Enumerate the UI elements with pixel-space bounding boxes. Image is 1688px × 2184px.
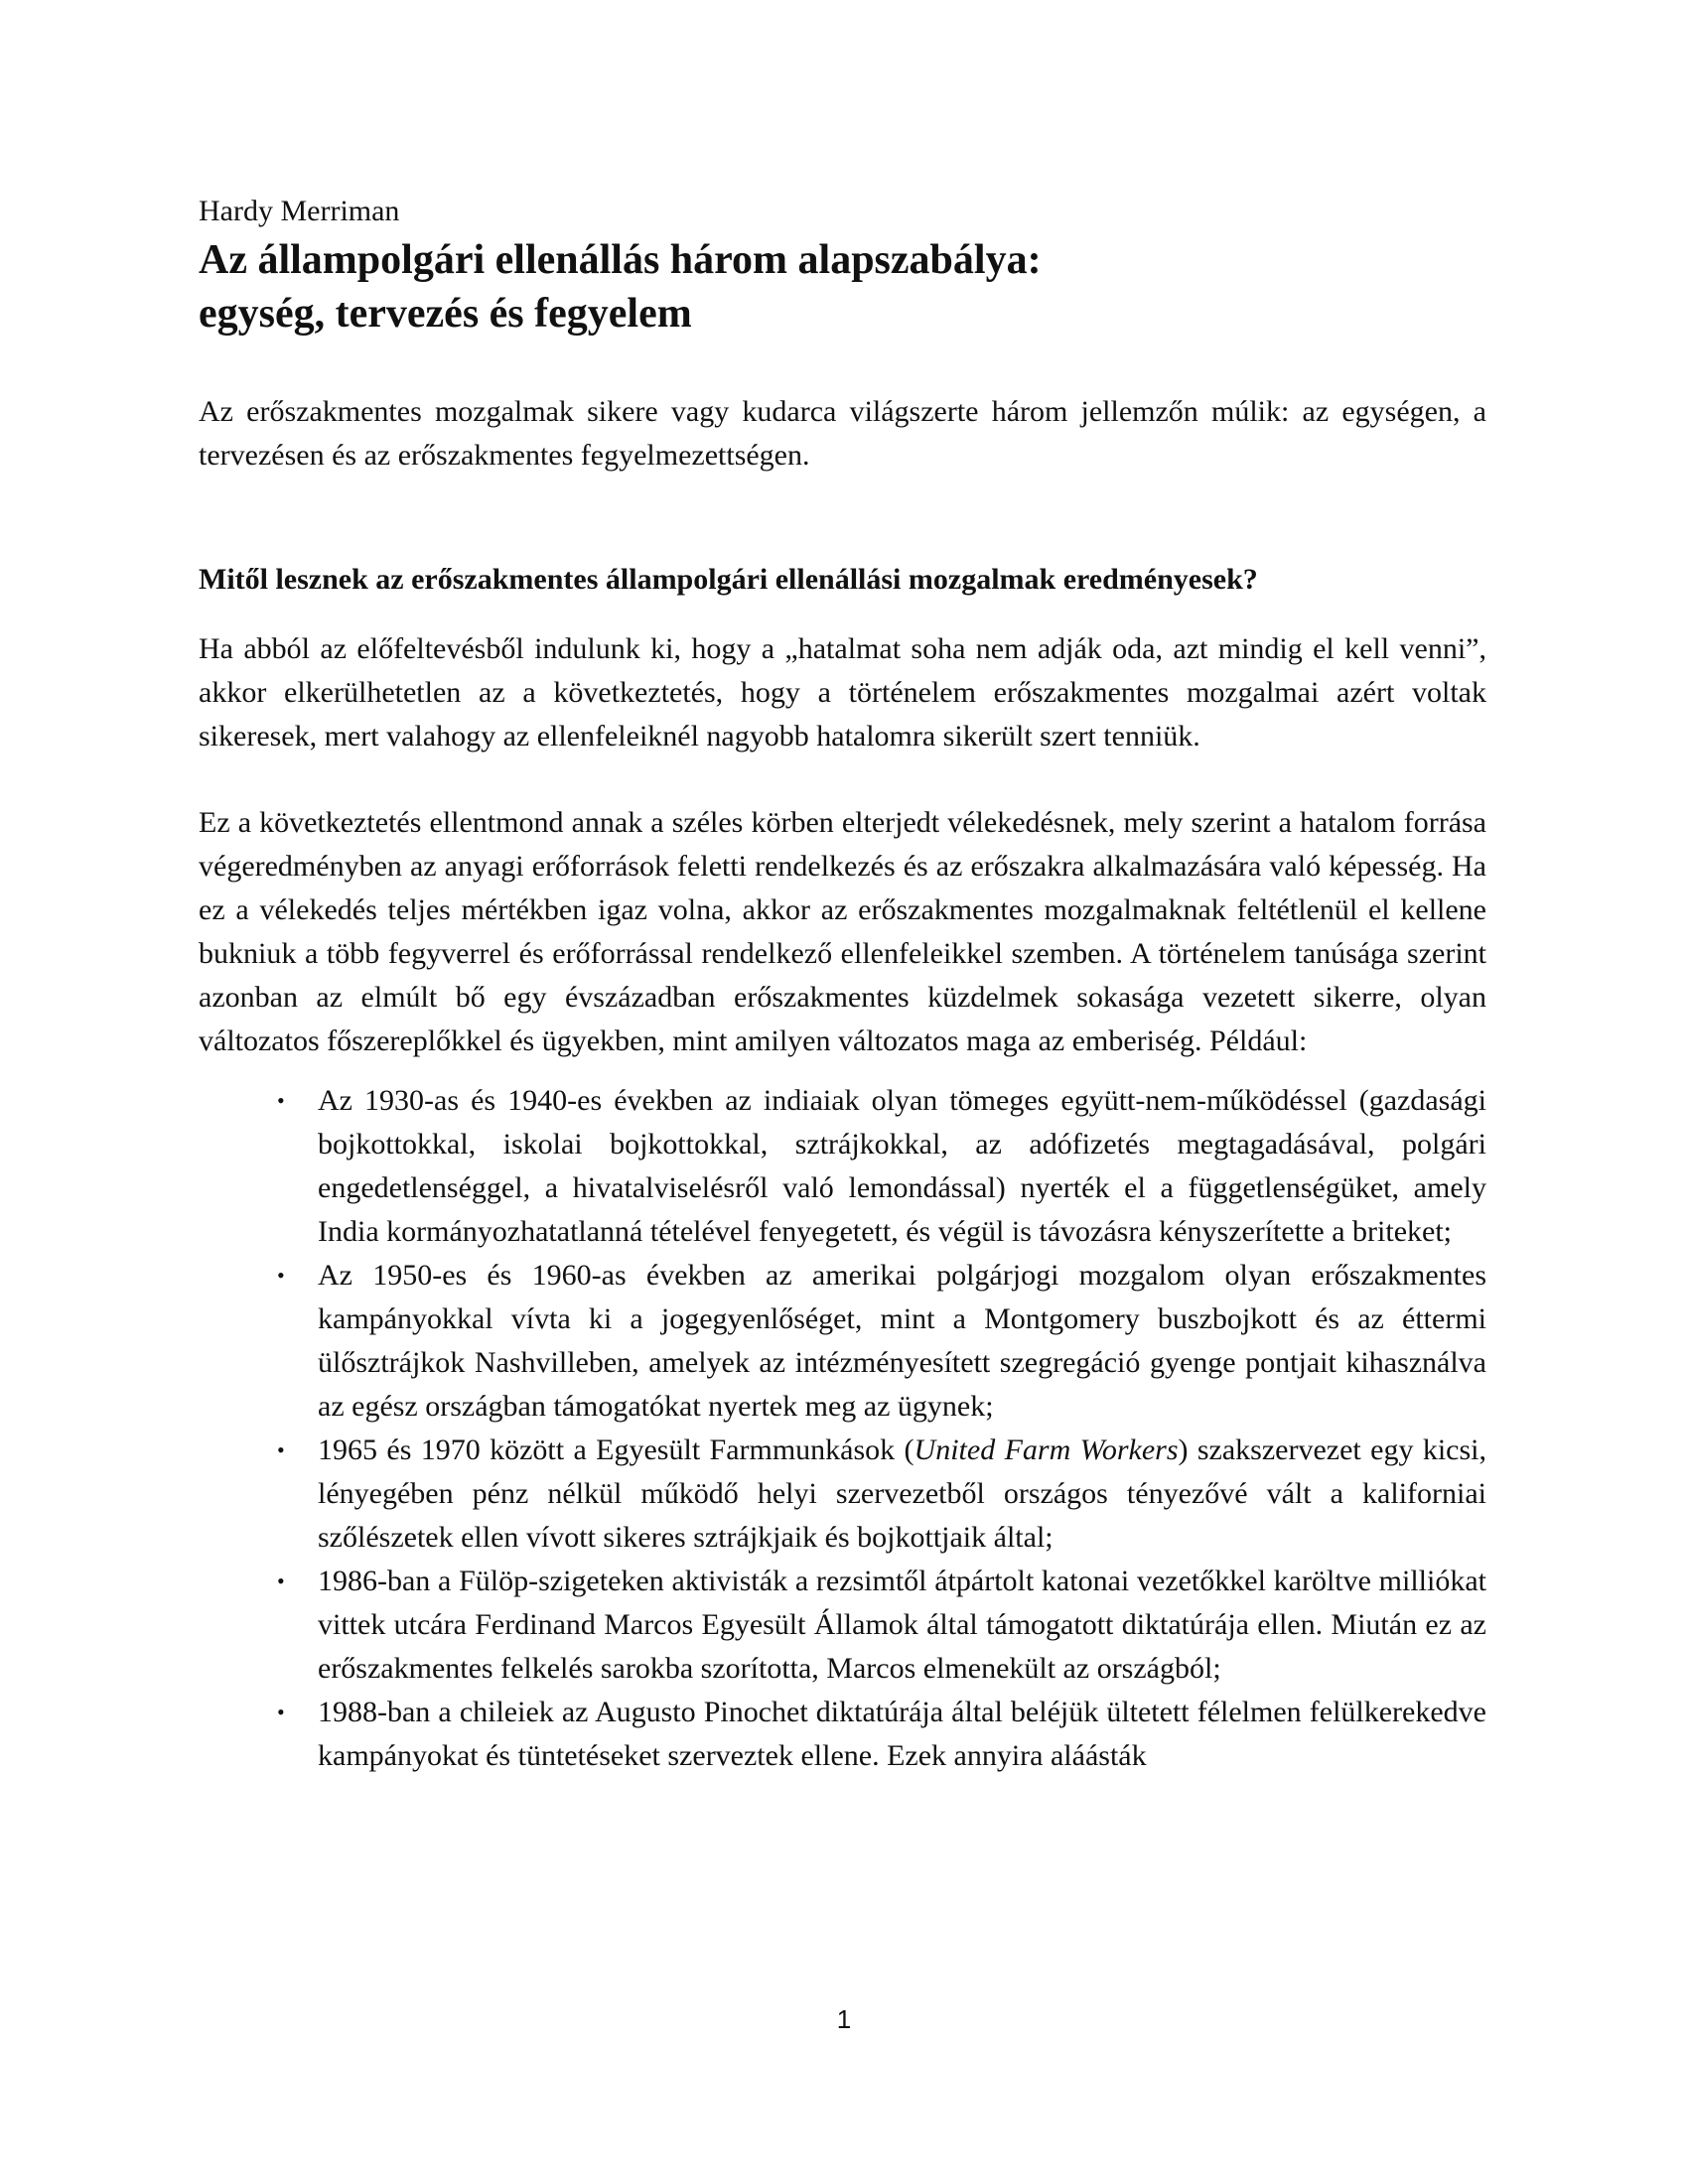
body-paragraph-1: Ha abból az előfeltevésből indulunk ki, hogy a „hatalmat soha nem adják oda, azt mindig el kell venni”, akkor elkerülhetetlen az a következtetés, hogy a történelem erőszakmentes mozgalmai azért voltak sikeresek, mert valahogy az ellenfeleiknél nagyobb hatalomra sikerült szert tenniük. (199, 632, 1486, 752)
list-item-text-start: 1965 és 1970 között a Egyesült Farmmunkások ( (318, 1433, 914, 1466)
page-number: 1 (836, 2004, 852, 2034)
list-item (277, 1079, 1486, 1254)
list-item (277, 1429, 1486, 1560)
list-item-text: Az 1930-as és 1940-es években az indiaiak olyan tömeges együtt-nem-működéssel (gazdasági bojkottokkal, iskolai bojkottokkal, sztrájkokkal, az adófizetés megtagadásával, polgári engedetlenséggel, a hivatalviselésről való lemondással) nyerték el a függetlenségüket, amely India kormányozhatatlanná tételével fenyegetett, és végül is távozásra kényszerítette a briteket; (318, 1084, 1486, 1248)
list-item (277, 1691, 1486, 1778)
bullet-icon: • (277, 1700, 285, 1724)
bullet-icon: • (277, 1569, 285, 1593)
bullet-icon: • (277, 1263, 285, 1288)
body-paragraph-2: Ez a következtetés ellentmond annak a széles körben elterjedt vélekedésnek, mely szerint a hatalom forrása végeredményben az anyagi erőforrások feletti rendelkezés és az erőszakra alkalmazására való képesség. Ha ez a vélekedés teljes mértékben igaz volna, akkor az erőszakmentes mozgalmaknak feltétlenül el kellene bukniuk a több fegyverrel és erőforrással rendelkező ellenfeleikkel szemben. A történelem tanúsága szerint azonban az elmúlt bő egy évszázadban erőszakmentes küzdelmek sokasága vezetett sikerre, olyan változatos főszereplőkkel és ügyekben, mint amilyen változatos maga az emberiség. Például: (199, 806, 1486, 1057)
list-item-text: 1988-ban a chileiek az Augusto Pinochet diktatúrája által beléjük ültetett félelmen felülkerekedve kampányokat és tüntetéseket szerveztek ellene. Ezek annyira aláásták (318, 1696, 1486, 1772)
list-item (277, 1254, 1486, 1429)
section-heading: Mitől lesznek az erőszakmentes állampolgári ellenállási mozgalmak eredményesek? (199, 563, 1258, 596)
document-page (199, 194, 1486, 1778)
list-item-text: 1986-ban a Fülöp-szigeteken aktivisták a rezsimtől átpártolt katonai vezetőkkel karöltve milliókat vittek utcára Ferdinand Marcos Egyesült Államok által támogatott diktatúrája ellen. Miután ez az erőszakmentes felkelés sarokba szorította, Marcos elmenekült az országból; (318, 1565, 1486, 1685)
author-name: Hardy Merriman (199, 195, 400, 227)
example-list (199, 1079, 1486, 1778)
list-item (277, 1560, 1486, 1691)
lead-paragraph: Az erőszakmentes mozgalmak sikere vagy kudarca világszerte három jellemzőn múlik: az egységen, a tervezésen és az erőszakmentes fegyelmezettségen. (199, 395, 1486, 472)
bullet-icon: • (277, 1437, 285, 1462)
document-title (199, 233, 1486, 341)
title-line-2: egység, tervezés és fegyelem (199, 291, 692, 337)
list-item-text: Az 1950-es és 1960-as években az amerikai polgárjogi mozgalom olyan erőszakmentes kampányokkal vívta ki a jogegyenlőséget, mint a Montgomery buszbojkott és az éttermi ülősztrájkok Nashvilleben, amelyek az intézményesített szegregáció gyenge pontjait kihasználva az egész országban támogatókat nyertek meg az ügynek; (318, 1259, 1486, 1423)
title-line-1: Az állampolgári ellenállás három alapszabálya: (199, 237, 1042, 283)
list-item-text-end: ) szakszervezet egy kicsi, lényegében pénz nélkül működő helyi szervezetből országos tényezővé vált a kaliforniai szőlészetek ellen vívott sikeres sztrájkjaik és bojkottjaik által; (318, 1433, 1486, 1554)
bullet-icon: • (277, 1088, 285, 1113)
list-item-italic-name: United Farm Workers (914, 1433, 1179, 1466)
